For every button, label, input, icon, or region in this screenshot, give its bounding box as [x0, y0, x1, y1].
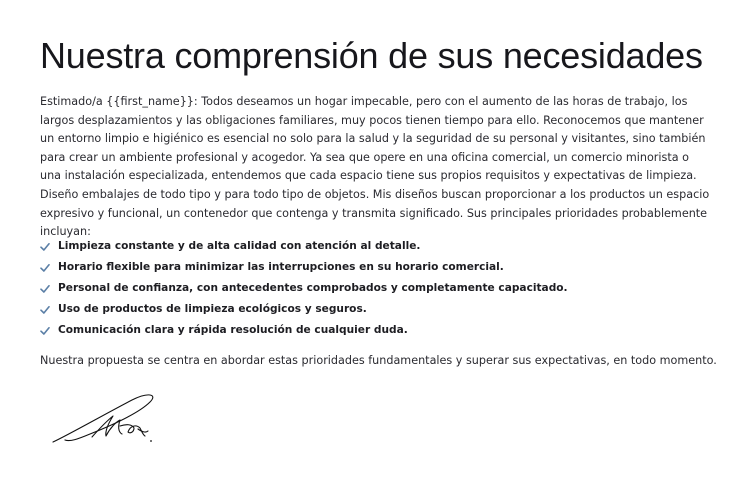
closing-paragraph: Nuestra propuesta se centra en abordar estas prioridades fundamentales y superar sus expectativas, en todo momento.: [40, 354, 717, 367]
signature-image: [50, 390, 160, 452]
list-item: [40, 256, 568, 277]
check-icon: [40, 326, 50, 336]
check-icon: [40, 284, 50, 294]
check-icon: [40, 305, 50, 315]
list-item-text: Horario flexible para minimizar las interrupciones en su horario comercial.: [58, 260, 504, 273]
list-item: [40, 299, 568, 320]
check-icon: [40, 242, 50, 252]
list-item-text: Uso de productos de limpieza ecológicos y seguros.: [58, 303, 367, 316]
check-icon: [40, 263, 50, 273]
page-title: Nuestra comprensión de sus necesidades: [40, 35, 703, 76]
list-item-text: Comunicación clara y rápida resolución de cualquier duda.: [58, 324, 408, 337]
list-item: [40, 320, 568, 341]
priorities-list: [40, 235, 568, 341]
intro-paragraph: Estimado/a {{first_name}}: Todos deseamos un hogar impecable, pero con el aumento de las horas de trabajo, los largos desplazamientos y las obligaciones familiares, muy pocos tienen tiempo para ello. Reconocemos que mantener un entorno limpio e higiénico es esencial no solo para la salud y la seguridad de su personal y visitantes, sino también para crear un ambiente profesional y acogedor. Ya sea que opere en una oficina comercial, un comercio minorista o una instalación especializada, entendemos que cada espacio tiene sus propios requisitos y expectativas de limpieza. Diseño embalajes de todo tipo y para todo tipo de objetos. Mis diseños buscan proporcionar a los productos un espacio expresivo y funcional, un contenedor que contenga y transmita significado. Sus principales prioridades probablemente incluyan:: [40, 95, 710, 239]
list-item-text: Limpieza constante y de alta calidad con atención al detalle.: [58, 239, 421, 252]
list-item: [40, 277, 568, 298]
list-item: [40, 235, 568, 256]
list-item-text: Personal de confianza, con antecedentes comprobados y completamente capacitado.: [58, 281, 568, 294]
